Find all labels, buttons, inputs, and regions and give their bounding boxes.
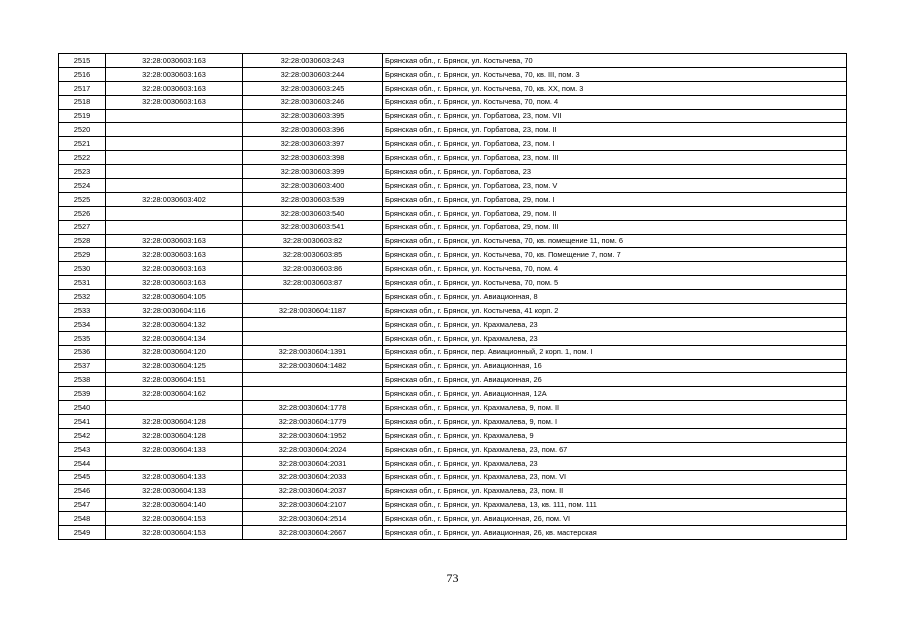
object-cadastral-number-cell: 32:28:0030604:1779	[243, 415, 383, 429]
table-row	[59, 456, 847, 470]
object-cadastral-number-cell: 32:28:0030603:539	[243, 192, 383, 206]
parcel-cadastral-number-cell: 32:28:0030604:153	[106, 512, 243, 526]
table-row	[59, 290, 847, 304]
parcel-cadastral-number-cell	[106, 456, 243, 470]
parcel-cadastral-number-cell: 32:28:0030604:140	[106, 498, 243, 512]
address-cell: Брянская обл., г. Брянск, ул. Авиационная, 26	[383, 373, 847, 387]
address-cell: Брянская обл., г. Брянск, ул. Костычева, 70, кв. III, пом. 3	[383, 67, 847, 81]
address-cell: Брянская обл., г. Брянск, ул. Костычева, 70, кв. Помещение 7, пом. 7	[383, 248, 847, 262]
object-cadastral-number-cell: 32:28:0030604:2031	[243, 456, 383, 470]
object-cadastral-number-cell: 32:28:0030604:1778	[243, 401, 383, 415]
object-cadastral-number-cell: 32:28:0030603:397	[243, 137, 383, 151]
object-cadastral-number-cell: 32:28:0030603:87	[243, 276, 383, 290]
object-cadastral-number-cell: 32:28:0030603:245	[243, 81, 383, 95]
parcel-cadastral-number-cell: 32:28:0030603:163	[106, 81, 243, 95]
table-row	[59, 123, 847, 137]
table-row	[59, 415, 847, 429]
parcel-cadastral-number-cell: 32:28:0030604:105	[106, 290, 243, 304]
object-cadastral-number-cell: 32:28:0030603:85	[243, 248, 383, 262]
table-row	[59, 54, 847, 68]
object-cadastral-number-cell: 32:28:0030603:243	[243, 54, 383, 68]
parcel-cadastral-number-cell: 32:28:0030603:163	[106, 248, 243, 262]
object-cadastral-number-cell: 32:28:0030603:395	[243, 109, 383, 123]
row-number-cell: 2521	[59, 137, 106, 151]
parcel-cadastral-number-cell	[106, 165, 243, 179]
parcel-cadastral-number-cell: 32:28:0030604:134	[106, 331, 243, 345]
table-row	[59, 67, 847, 81]
address-cell: Брянская обл., г. Брянск, ул. Костычева, 70, кв. помещение 11, пом. 6	[383, 234, 847, 248]
row-number-cell: 2527	[59, 220, 106, 234]
row-number-cell: 2529	[59, 248, 106, 262]
row-number-cell: 2547	[59, 498, 106, 512]
address-cell: Брянская обл., г. Брянск, ул. Крахмалева, 9, пом. II	[383, 401, 847, 415]
parcel-cadastral-number-cell: 32:28:0030604:116	[106, 304, 243, 318]
row-number-cell: 2522	[59, 151, 106, 165]
address-cell: Брянская обл., г. Брянск, ул. Горбатова, 29, пом. III	[383, 220, 847, 234]
parcel-cadastral-number-cell: 32:28:0030604:153	[106, 526, 243, 540]
table-row	[59, 165, 847, 179]
row-number-cell: 2544	[59, 456, 106, 470]
row-number-cell: 2526	[59, 206, 106, 220]
table-row	[59, 484, 847, 498]
table-row	[59, 137, 847, 151]
address-cell: Брянская обл., г. Брянск, ул. Авиационная, 8	[383, 290, 847, 304]
address-cell: Брянская обл., г. Брянск, ул. Авиационная, 26, пом. VI	[383, 512, 847, 526]
address-cell: Брянская обл., г. Брянск, ул. Горбатова, 23	[383, 165, 847, 179]
row-number-cell: 2535	[59, 331, 106, 345]
object-cadastral-number-cell: 32:28:0030604:2037	[243, 484, 383, 498]
address-cell: Брянская обл., г. Брянск, ул. Крахмалева, 9, пом. I	[383, 415, 847, 429]
address-cell: Брянская обл., г. Брянск, ул. Горбатова, 23, пом. III	[383, 151, 847, 165]
parcel-cadastral-number-cell	[106, 151, 243, 165]
table-row	[59, 387, 847, 401]
address-cell: Брянская обл., г. Брянск, ул. Авиационная, 12А	[383, 387, 847, 401]
object-cadastral-number-cell: 32:28:0030603:246	[243, 95, 383, 109]
object-cadastral-number-cell: 32:28:0030604:2667	[243, 526, 383, 540]
object-cadastral-number-cell: 32:28:0030603:244	[243, 67, 383, 81]
address-cell: Брянская обл., г. Брянск, ул. Костычева, 70, кв. XX, пом. 3	[383, 81, 847, 95]
object-cadastral-number-cell: 32:28:0030603:82	[243, 234, 383, 248]
table-row	[59, 359, 847, 373]
parcel-cadastral-number-cell: 32:28:0030603:163	[106, 54, 243, 68]
row-number-cell: 2542	[59, 429, 106, 443]
row-number-cell: 2532	[59, 290, 106, 304]
row-number-cell: 2524	[59, 179, 106, 193]
table-row	[59, 373, 847, 387]
parcel-cadastral-number-cell	[106, 137, 243, 151]
row-number-cell: 2525	[59, 192, 106, 206]
row-number-cell: 2537	[59, 359, 106, 373]
object-cadastral-number-cell: 32:28:0030603:399	[243, 165, 383, 179]
row-number-cell: 2520	[59, 123, 106, 137]
row-number-cell: 2518	[59, 95, 106, 109]
object-cadastral-number-cell: 32:28:0030604:1952	[243, 429, 383, 443]
object-cadastral-number-cell: 32:28:0030604:2514	[243, 512, 383, 526]
row-number-cell: 2546	[59, 484, 106, 498]
address-cell: Брянская обл., г. Брянск, ул. Крахмалева, 23, пом. 67	[383, 442, 847, 456]
address-cell: Брянская обл., г. Брянск, ул. Крахмалева, 13, кв. 111, пом. 111	[383, 498, 847, 512]
parcel-cadastral-number-cell: 32:28:0030604:133	[106, 484, 243, 498]
table-row	[59, 442, 847, 456]
parcel-cadastral-number-cell: 32:28:0030604:120	[106, 345, 243, 359]
parcel-cadastral-number-cell	[106, 401, 243, 415]
row-number-cell: 2541	[59, 415, 106, 429]
table-row	[59, 248, 847, 262]
table-row	[59, 220, 847, 234]
registry-table-body	[59, 54, 847, 540]
table-row	[59, 512, 847, 526]
registry-table	[58, 53, 847, 540]
row-number-cell: 2534	[59, 317, 106, 331]
object-cadastral-number-cell	[243, 290, 383, 304]
address-cell: Брянская обл., г. Брянск, ул. Крахмалева, 23	[383, 456, 847, 470]
page-number: 73	[446, 571, 459, 585]
address-cell: Брянская обл., г. Брянск, ул. Костычева, 41 корп. 2	[383, 304, 847, 318]
object-cadastral-number-cell: 32:28:0030604:2107	[243, 498, 383, 512]
object-cadastral-number-cell: 32:28:0030604:1187	[243, 304, 383, 318]
parcel-cadastral-number-cell	[106, 123, 243, 137]
address-cell: Брянская обл., г. Брянск, ул. Авиационная, 16	[383, 359, 847, 373]
table-row	[59, 95, 847, 109]
parcel-cadastral-number-cell: 32:28:0030603:163	[106, 67, 243, 81]
row-number-cell: 2523	[59, 165, 106, 179]
parcel-cadastral-number-cell: 32:28:0030603:402	[106, 192, 243, 206]
object-cadastral-number-cell: 32:28:0030604:1482	[243, 359, 383, 373]
address-cell: Брянская обл., г. Брянск, ул. Костычева, 70, пом. 4	[383, 95, 847, 109]
address-cell: Брянская обл., г. Брянск, ул. Горбатова, 23, пом. VII	[383, 109, 847, 123]
parcel-cadastral-number-cell	[106, 220, 243, 234]
table-row	[59, 498, 847, 512]
row-number-cell: 2530	[59, 262, 106, 276]
row-number-cell: 2517	[59, 81, 106, 95]
parcel-cadastral-number-cell: 32:28:0030603:163	[106, 262, 243, 276]
parcel-cadastral-number-cell: 32:28:0030603:163	[106, 95, 243, 109]
row-number-cell: 2519	[59, 109, 106, 123]
table-row	[59, 526, 847, 540]
object-cadastral-number-cell: 32:28:0030603:541	[243, 220, 383, 234]
parcel-cadastral-number-cell	[106, 206, 243, 220]
parcel-cadastral-number-cell: 32:28:0030604:128	[106, 415, 243, 429]
parcel-cadastral-number-cell: 32:28:0030604:133	[106, 442, 243, 456]
table-row	[59, 429, 847, 443]
row-number-cell: 2548	[59, 512, 106, 526]
table-row	[59, 206, 847, 220]
table-row	[59, 304, 847, 318]
address-cell: Брянская обл., г. Брянск, пер. Авиационный, 2 корп. 1, пом. I	[383, 345, 847, 359]
table-row	[59, 331, 847, 345]
parcel-cadastral-number-cell: 32:28:0030604:128	[106, 429, 243, 443]
object-cadastral-number-cell: 32:28:0030603:398	[243, 151, 383, 165]
address-cell: Брянская обл., г. Брянск, ул. Горбатова, 29, пом. II	[383, 206, 847, 220]
address-cell: Брянская обл., г. Брянск, ул. Крахмалева, 23, пом. II	[383, 484, 847, 498]
row-number-cell: 2533	[59, 304, 106, 318]
table-row	[59, 317, 847, 331]
table-row	[59, 345, 847, 359]
parcel-cadastral-number-cell: 32:28:0030603:163	[106, 276, 243, 290]
parcel-cadastral-number-cell: 32:28:0030603:163	[106, 234, 243, 248]
parcel-cadastral-number-cell	[106, 109, 243, 123]
address-cell: Брянская обл., г. Брянск, ул. Крахмалева, 23	[383, 331, 847, 345]
table-row	[59, 234, 847, 248]
table-row	[59, 179, 847, 193]
row-number-cell: 2545	[59, 470, 106, 484]
row-number-cell: 2539	[59, 387, 106, 401]
object-cadastral-number-cell: 32:28:0030603:540	[243, 206, 383, 220]
table-row	[59, 276, 847, 290]
object-cadastral-number-cell	[243, 387, 383, 401]
address-cell: Брянская обл., г. Брянск, ул. Крахмалева, 9	[383, 429, 847, 443]
table-row	[59, 109, 847, 123]
object-cadastral-number-cell: 32:28:0030604:2024	[243, 442, 383, 456]
object-cadastral-number-cell	[243, 317, 383, 331]
row-number-cell: 2528	[59, 234, 106, 248]
object-cadastral-number-cell: 32:28:0030603:400	[243, 179, 383, 193]
row-number-cell: 2549	[59, 526, 106, 540]
row-number-cell: 2538	[59, 373, 106, 387]
parcel-cadastral-number-cell: 32:28:0030604:125	[106, 359, 243, 373]
parcel-cadastral-number-cell	[106, 179, 243, 193]
object-cadastral-number-cell	[243, 373, 383, 387]
object-cadastral-number-cell	[243, 331, 383, 345]
row-number-cell: 2516	[59, 67, 106, 81]
address-cell: Брянская обл., г. Брянск, ул. Крахмалева, 23, пом. VI	[383, 470, 847, 484]
address-cell: Брянская обл., г. Брянск, ул. Костычева, 70, пом. 4	[383, 262, 847, 276]
object-cadastral-number-cell: 32:28:0030603:86	[243, 262, 383, 276]
address-cell: Брянская обл., г. Брянск, ул. Горбатова, 23, пом. II	[383, 123, 847, 137]
address-cell: Брянская обл., г. Брянск, ул. Горбатова, 23, пом. I	[383, 137, 847, 151]
address-cell: Брянская обл., г. Брянск, ул. Костычева, 70, пом. 5	[383, 276, 847, 290]
row-number-cell: 2515	[59, 54, 106, 68]
row-number-cell: 2543	[59, 442, 106, 456]
object-cadastral-number-cell: 32:28:0030603:396	[243, 123, 383, 137]
address-cell: Брянская обл., г. Брянск, ул. Горбатова, 23, пом. V	[383, 179, 847, 193]
table-row	[59, 401, 847, 415]
table-row	[59, 192, 847, 206]
address-cell: Брянская обл., г. Брянск, ул. Костычева, 70	[383, 54, 847, 68]
object-cadastral-number-cell: 32:28:0030604:2033	[243, 470, 383, 484]
address-cell: Брянская обл., г. Брянск, ул. Авиационная, 26, кв. мастерская	[383, 526, 847, 540]
address-cell: Брянская обл., г. Брянск, ул. Горбатова, 29, пом. I	[383, 192, 847, 206]
table-row	[59, 81, 847, 95]
row-number-cell: 2540	[59, 401, 106, 415]
object-cadastral-number-cell: 32:28:0030604:1391	[243, 345, 383, 359]
table-row	[59, 262, 847, 276]
parcel-cadastral-number-cell: 32:28:0030604:133	[106, 470, 243, 484]
row-number-cell: 2531	[59, 276, 106, 290]
parcel-cadastral-number-cell: 32:28:0030604:132	[106, 317, 243, 331]
table-row	[59, 470, 847, 484]
table-row	[59, 151, 847, 165]
row-number-cell: 2536	[59, 345, 106, 359]
parcel-cadastral-number-cell: 32:28:0030604:151	[106, 373, 243, 387]
address-cell: Брянская обл., г. Брянск, ул. Крахмалева, 23	[383, 317, 847, 331]
parcel-cadastral-number-cell: 32:28:0030604:162	[106, 387, 243, 401]
